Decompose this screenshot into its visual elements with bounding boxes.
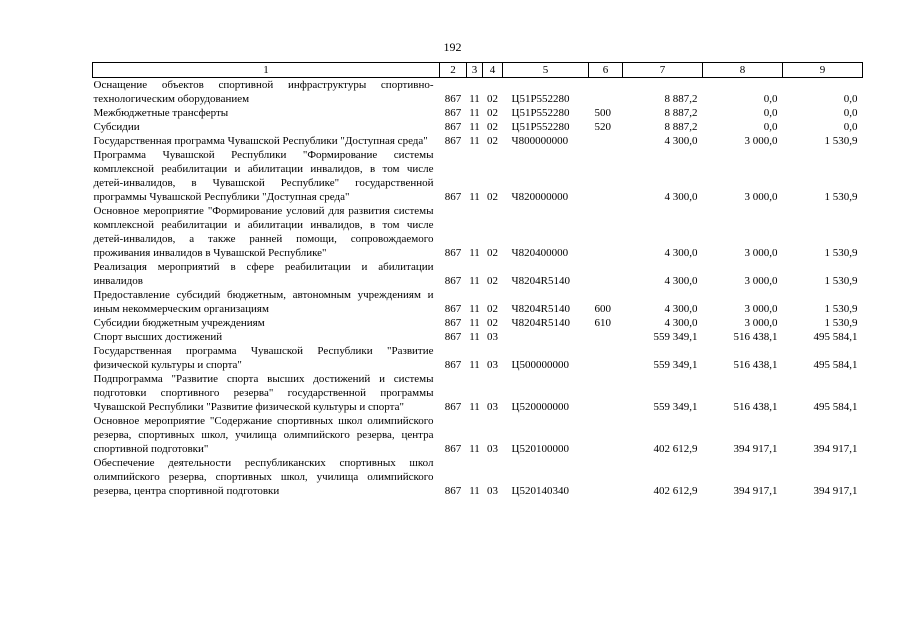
amount-col-9: 1 530,9: [824, 303, 858, 315]
amount-col-8: 3 000,0: [744, 275, 778, 287]
table-row: [93, 316, 863, 330]
row-name: Оснащение объектов спортивной инфраструктуры спортивно-технологическим оборудованием: [93, 79, 434, 105]
target-article-code: Ц51P552280: [511, 93, 570, 105]
amount-col-7: 8 887,2: [664, 93, 698, 105]
table-row: [93, 330, 863, 344]
column-header-1: 1: [93, 63, 440, 78]
table-row: [93, 288, 863, 316]
column-header-8: 8: [703, 63, 783, 78]
target-article-code: Ц500000000: [511, 359, 569, 371]
section-code: 11: [469, 121, 480, 133]
target-article-code: Ч820400000: [511, 247, 569, 259]
target-article-code: Ц520140340: [511, 485, 569, 497]
column-header-7: 7: [623, 63, 703, 78]
ministry-code: 867: [444, 317, 462, 329]
section-code: 11: [469, 485, 480, 497]
target-article-code: Ч800000000: [511, 135, 569, 147]
amount-col-9: 1 530,9: [824, 191, 858, 203]
expense-type-code: [589, 78, 623, 107]
row-name: Программа Чувашской Республики "Формирование системы комплексной реабилитации и абилитации инвалидов, в том числе детей-инвалидов, в Чувашской Республике" государственной программы Чувашской Республики "Доступная среда": [93, 149, 434, 203]
row-name: Основное мероприятие "Формирование условий для развития системы комплексной реабилитации и абилитации инвалидов, в том числе детей-инвалидов, а также ранней помощи, сопровождаемого проживания инвалидов в Чувашской Республике": [93, 205, 434, 259]
ministry-code: 867: [444, 401, 462, 413]
amount-col-8: 394 917,1: [733, 485, 778, 497]
column-header-6: 6: [589, 63, 623, 78]
table-row: [93, 134, 863, 148]
amount-col-7: 4 300,0: [664, 135, 698, 147]
amount-col-9: 1 530,9: [824, 275, 858, 287]
section-code: 11: [469, 247, 480, 259]
amount-col-7: 559 349,1: [653, 331, 698, 343]
amount-col-7: 402 612,9: [653, 485, 698, 497]
subsection-code: 03: [487, 485, 498, 497]
amount-col-9: 394 917,1: [813, 443, 858, 455]
target-article-code: [503, 330, 589, 344]
expense-type-code: [589, 344, 623, 372]
expense-type-code: [589, 372, 623, 414]
section-code: 11: [469, 331, 480, 343]
section-code: 11: [469, 303, 480, 315]
section-code: 11: [469, 93, 480, 105]
row-name: Субсидии: [93, 121, 140, 133]
subsection-code: 03: [487, 401, 498, 413]
ministry-code: 867: [444, 331, 462, 343]
amount-col-7: 4 300,0: [664, 247, 698, 259]
ministry-code: 867: [444, 275, 462, 287]
column-header-9: 9: [783, 63, 863, 78]
ministry-code: 867: [444, 247, 462, 259]
expense-type-code: 610: [594, 317, 611, 329]
amount-col-7: 8 887,2: [664, 121, 698, 133]
target-article-code: Ц520000000: [511, 401, 569, 413]
row-name: Государственная программа Чувашской Республики "Доступная среда": [93, 135, 428, 147]
amount-col-7: 4 300,0: [664, 275, 698, 287]
section-code: 11: [469, 443, 480, 455]
amount-col-7: 4 300,0: [664, 303, 698, 315]
amount-col-7: 402 612,9: [653, 443, 698, 455]
amount-col-8: 3 000,0: [744, 191, 778, 203]
section-code: 11: [469, 359, 480, 371]
amount-col-8: 3 000,0: [744, 247, 778, 259]
table-row: [93, 78, 863, 107]
amount-col-9: 495 584,1: [813, 401, 858, 413]
table-row: [93, 148, 863, 204]
amount-col-7: 8 887,2: [664, 107, 698, 119]
amount-col-9: 0,0: [843, 121, 858, 133]
subsection-code: 02: [487, 317, 498, 329]
amount-col-9: 1 530,9: [824, 247, 858, 259]
target-article-code: Ч8204R5140: [511, 275, 570, 287]
amount-col-9: 1 530,9: [824, 135, 858, 147]
amount-col-9: 1 530,9: [824, 317, 858, 329]
subsection-code: 03: [487, 443, 498, 455]
subsection-code: 02: [487, 121, 498, 133]
subsection-code: 03: [487, 359, 498, 371]
row-name: Субсидии бюджетным учреждениям: [93, 317, 265, 329]
section-code: 11: [469, 275, 480, 287]
row-name: Предоставление субсидий бюджетным, автономным учреждениям и иным некоммерческим организациям: [93, 289, 434, 315]
table-row: [93, 260, 863, 288]
amount-col-7: 559 349,1: [653, 401, 698, 413]
column-header-4: 4: [483, 63, 503, 78]
amount-col-9: 495 584,1: [813, 359, 858, 371]
amount-col-7: 559 349,1: [653, 359, 698, 371]
column-header-5: 5: [503, 63, 589, 78]
expense-type-code: [589, 148, 623, 204]
ministry-code: 867: [444, 359, 462, 371]
expense-type-code: [589, 414, 623, 456]
ministry-code: 867: [444, 93, 462, 105]
subsection-code: 03: [487, 331, 498, 343]
subsection-code: 02: [487, 303, 498, 315]
section-code: 11: [469, 191, 480, 203]
table-row: [93, 372, 863, 414]
ministry-code: 867: [444, 303, 462, 315]
table-row: [93, 456, 863, 498]
amount-col-9: 0,0: [843, 93, 858, 105]
target-article-code: Ч820000000: [511, 191, 569, 203]
amount-col-8: 516 438,1: [733, 331, 778, 343]
section-code: 11: [469, 317, 480, 329]
amount-col-8: 516 438,1: [733, 359, 778, 371]
subsection-code: 02: [487, 107, 498, 119]
row-name: Основное мероприятие "Содержание спортивных школ олимпийского резерва, спортивных школ, училища олимпийского резерва, центра спортивной подготовки": [93, 415, 434, 455]
amount-col-8: 3 000,0: [744, 135, 778, 147]
expense-type-code: 500: [594, 107, 611, 119]
ministry-code: 867: [444, 121, 462, 133]
ministry-code: 867: [444, 135, 462, 147]
section-code: 11: [469, 401, 480, 413]
subsection-code: 02: [487, 135, 498, 147]
expense-type-code: [589, 330, 623, 344]
table-row: [93, 120, 863, 134]
amount-col-8: 0,0: [763, 107, 778, 119]
amount-col-8: 516 438,1: [733, 401, 778, 413]
column-header-3: 3: [467, 63, 483, 78]
subsection-code: 02: [487, 275, 498, 287]
expense-type-code: [589, 134, 623, 148]
amount-col-9: 0,0: [843, 107, 858, 119]
target-article-code: Ц51P552280: [511, 107, 570, 119]
table-body: [93, 78, 863, 499]
ministry-code: 867: [444, 191, 462, 203]
amount-col-8: 394 917,1: [733, 443, 778, 455]
row-name: Обеспечение деятельности республиканских спортивных школ олимпийского резерва, спортивных школ, училища олимпийского резерва, центра спортивной подготовки: [93, 457, 434, 497]
table-row: [93, 344, 863, 372]
row-name: Государственная программа Чувашской Республики "Развитие физической культуры и спорта": [93, 345, 434, 371]
amount-col-8: 0,0: [763, 93, 778, 105]
section-code: 11: [469, 107, 480, 119]
section-code: 11: [469, 135, 480, 147]
ministry-code: 867: [444, 443, 462, 455]
subsection-code: 02: [487, 93, 498, 105]
table-row: [93, 204, 863, 260]
target-article-code: Ц51P552280: [511, 121, 570, 133]
page-number: 192: [443, 40, 462, 54]
target-article-code: Ч8204R5140: [511, 303, 570, 315]
subsection-code: 02: [487, 191, 498, 203]
budget-table: [92, 62, 863, 498]
row-name: Подпрограмма "Развитие спорта высших достижений и системы подготовки спортивного резерва" государственной программы Чувашской Республики "Развитие физической культуры и спорта": [93, 373, 434, 413]
expense-type-code: 600: [594, 303, 611, 315]
expense-type-code: [589, 260, 623, 288]
amount-col-9: 394 917,1: [813, 485, 858, 497]
ministry-code: 867: [444, 107, 462, 119]
amount-col-7: 4 300,0: [664, 317, 698, 329]
amount-col-8: 3 000,0: [744, 303, 778, 315]
amount-col-8: 0,0: [763, 121, 778, 133]
row-name: Межбюджетные трансферты: [93, 107, 229, 119]
target-article-code: Ч8204R5140: [511, 317, 570, 329]
amount-col-7: 4 300,0: [664, 191, 698, 203]
expense-type-code: 520: [594, 121, 611, 133]
table-row: [93, 106, 863, 120]
expense-type-code: [589, 204, 623, 260]
table-row: [93, 414, 863, 456]
row-name: Реализация мероприятий в сфере реабилитации и абилитации инвалидов: [93, 261, 434, 287]
target-article-code: Ц520100000: [511, 443, 569, 455]
expense-type-code: [589, 456, 623, 498]
column-header-2: 2: [440, 63, 467, 78]
subsection-code: 02: [487, 247, 498, 259]
ministry-code: 867: [444, 485, 462, 497]
header-row: [93, 63, 863, 78]
amount-col-8: 3 000,0: [744, 317, 778, 329]
row-name: Спорт высших достижений: [93, 331, 223, 343]
amount-col-9: 495 584,1: [813, 331, 858, 343]
